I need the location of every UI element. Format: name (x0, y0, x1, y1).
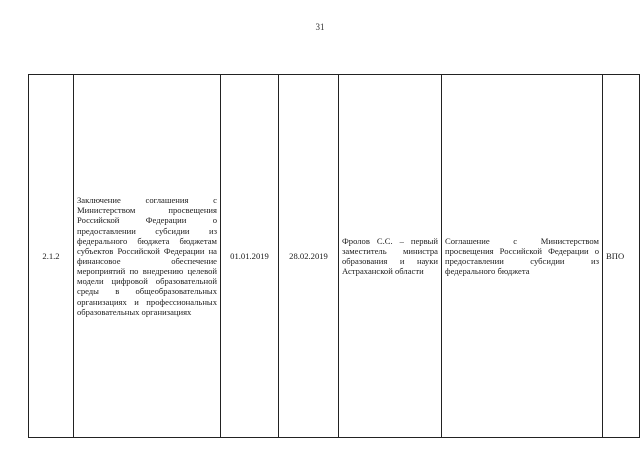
control-type-cell: ВПО (603, 75, 640, 438)
expected-result-cell: Соглашение с Министерством просвещения Российской Федерации о предоставлении субсидии из федерального бюджета (442, 75, 603, 438)
table-row (29, 75, 640, 438)
event-description-cell: Заключение соглашения с Министерством просвещения Российской Федерации о предоставлении субсидии из федерального бюджета бюджетам субъектов Российской Федерации на финансовое обеспечение мероприятий по внедрению целевой модели цифровой образовательной среды в общеобразовательных организациях и профессиональных образовательных организациях (74, 75, 221, 438)
responsible-person-cell: Фролов С.С. – первый заместитель министра образования и науки Астраханской области (339, 75, 442, 438)
end-date-cell: 28.02.2019 (279, 75, 339, 438)
start-date-cell: 01.01.2019 (221, 75, 279, 438)
item-number-cell: 2.1.2 (29, 75, 74, 438)
plan-table (28, 74, 640, 438)
page-number: 31 (315, 22, 325, 32)
